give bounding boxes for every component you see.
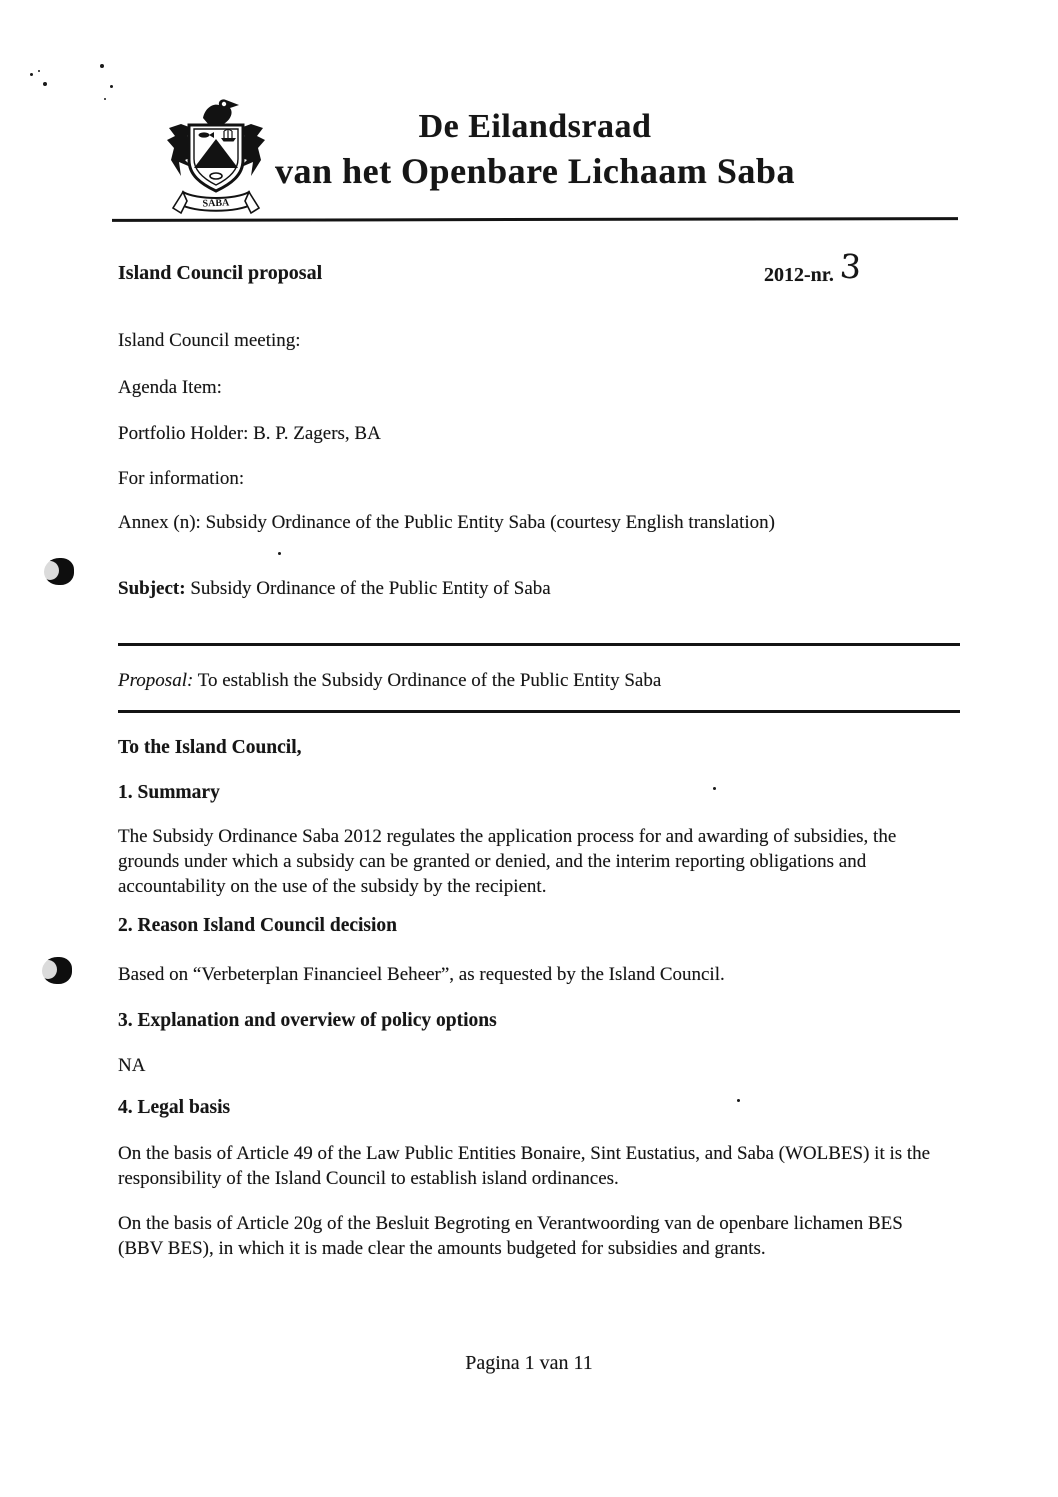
header-divider bbox=[112, 217, 958, 222]
subject-text: Subsidy Ordinance of the Public Entity of Saba bbox=[185, 578, 551, 599]
salutation: To the Island Council, bbox=[118, 737, 302, 758]
section-paragraph: The Subsidy Ordinance Saba 2012 regulates the application process for and awarding of subsidies, the grounds under which a subsidy can be granted or denied, and the interim reporting obligations and accountability on the use of the subsidy by the recipient. bbox=[118, 826, 897, 897]
banner-tail-left bbox=[173, 192, 187, 213]
proposal-label: Proposal: bbox=[118, 670, 194, 691]
punch-hole-mark bbox=[44, 558, 74, 585]
page-number: Pagina 1 van 11 bbox=[465, 1352, 593, 1374]
document-number-label: 2012-nr. bbox=[764, 264, 834, 286]
document-header bbox=[240, 106, 830, 194]
punch-hole-light bbox=[39, 960, 57, 979]
scan-speckle bbox=[38, 70, 40, 72]
scan-speckle bbox=[278, 552, 281, 555]
header-title-line2: van het Openbare Lichaam Saba bbox=[275, 151, 795, 191]
scan-speckle bbox=[110, 85, 113, 88]
information-line: For information: bbox=[118, 468, 245, 489]
scan-speckle bbox=[104, 98, 106, 100]
punch-hole-mark bbox=[42, 957, 72, 984]
bird-eye bbox=[222, 102, 226, 106]
scan-speckle bbox=[30, 73, 33, 76]
section-heading-reason: 2. Reason Island Council decision bbox=[118, 915, 398, 936]
scan-speckle bbox=[737, 1099, 740, 1102]
annex-line: Annex (n): Subsidy Ordinance of the Public Entity Saba (courtesy English translation) bbox=[118, 512, 775, 533]
subject-line bbox=[118, 578, 551, 600]
section-paragraph: Based on “Verbeterplan Financieel Beheer”, as requested by the Island Council. bbox=[118, 964, 725, 985]
section-paragraph: NA bbox=[118, 1055, 146, 1076]
scan-speckle bbox=[43, 82, 47, 86]
header-title-line1: De Eilandsraad bbox=[418, 108, 652, 145]
section-paragraph: On the basis of Article 49 of the Law Public Entities Bonaire, Sint Eustatius, and Saba (WOLBES) it is the responsibility of the Island Council to establish island ordinances. bbox=[118, 1143, 931, 1189]
meeting-line: Island Council meeting: bbox=[118, 330, 301, 351]
proposal-title-label: Island Council proposal bbox=[118, 262, 323, 284]
banner-text: SABA bbox=[202, 197, 230, 210]
section-heading-summary: 1. Summary bbox=[118, 782, 220, 803]
proposal-divider-top bbox=[118, 643, 960, 646]
proposal-line bbox=[118, 670, 661, 692]
ship-hull bbox=[221, 138, 236, 142]
document-number-value: 3 bbox=[838, 246, 863, 287]
scan-speckle bbox=[100, 64, 104, 68]
section-paragraph: On the basis of Article 20g of the Besluit Begroting en Verantwoording van de openbare lichamen BES (BBV BES), in which it is made clear the amounts budgeted for subsidies and grants. bbox=[118, 1213, 903, 1259]
subject-label: Subject: bbox=[118, 578, 186, 599]
proposal-text: To establish the Subsidy Ordinance of the Public Entity Saba bbox=[193, 670, 662, 691]
agenda-line: Agenda Item: bbox=[118, 377, 222, 398]
fish-icon bbox=[199, 132, 210, 137]
scan-speckle bbox=[713, 787, 716, 790]
punch-hole-light bbox=[41, 561, 59, 580]
section-heading-legal-basis: 4. Legal basis bbox=[118, 1097, 231, 1118]
banner-tail-right bbox=[245, 192, 259, 213]
portfolio-line: Portfolio Holder: B. P. Zagers, BA bbox=[118, 423, 381, 444]
proposal-divider-bottom bbox=[118, 710, 960, 713]
section-heading-explanation: 3. Explanation and overview of policy options bbox=[118, 1010, 497, 1031]
